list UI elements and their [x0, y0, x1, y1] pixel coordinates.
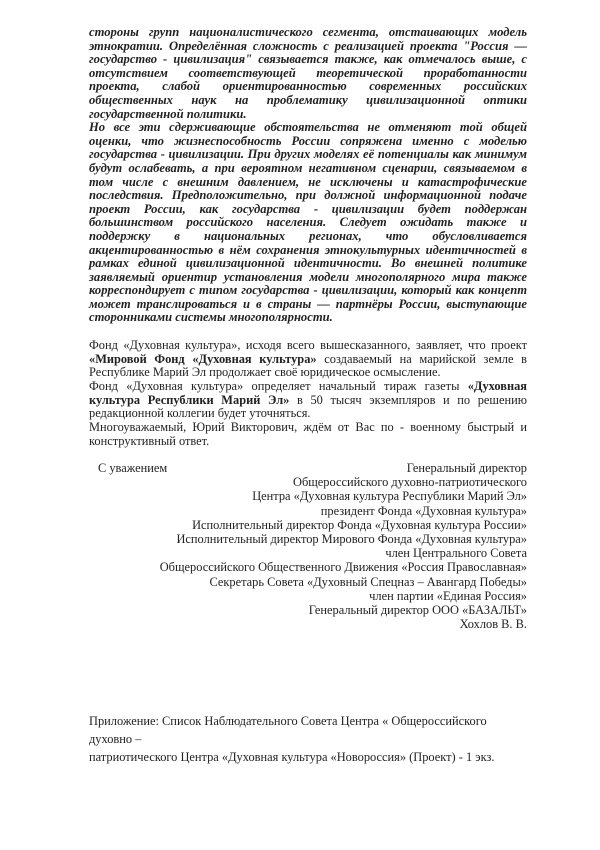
analysis-section — [89, 26, 527, 325]
signature-line: Генеральный директор ООО «БАЗАЛЬТ» — [308, 603, 527, 618]
statement-paragraph-project — [89, 339, 527, 380]
appendix-note — [89, 712, 527, 766]
request-text: Многоуважаемый, Юрий Викторович, ждём от Вас по - военному быстрый и конструктивный ответ. — [89, 420, 527, 448]
statement-paragraph-newspaper — [89, 380, 527, 421]
statement-text: создаваемый на марийской земле в Республике Марий Эл продолжает своё юридическое осмысление. — [89, 351, 528, 380]
newspaper-name: «Духовная культура Республики Марий Эл» — [89, 379, 527, 407]
signature-line: член партии «Единая Россия» — [369, 588, 527, 603]
statement-paragraph-request — [89, 421, 527, 448]
signature-line: Секретарь Совета «Духовный Спецназ – Авангард Победы» — [209, 574, 527, 589]
signature-line: Исполнительный директор Мирового Фонда «Духовная культура» — [176, 532, 527, 547]
analysis-paragraph-2: Но все эти сдерживающие обстоятельства не отменяют той общей оценки, что жизнеспособность России сопряжена именно с моделью государства - цивилизации. При других моделях её потенциалы как минимум будут ослабевать, а при вероятном негативном сценарии, связываемом в том числе с внешним давлением, не исключены и катастрофические последствия. Предположительно, при должной информационной подаче проект России, как государства - цивилизации будет поддержан большинством российского населения. Следует ожидать также и поддержку в национальных регионах, что обусловливается акцентированностью в нём сохранения этнокультурных идентичностей в рамках единой цивилизационной идентичности. Во внешней политике заявляемый ориентир установления модели многополярного мира также корреспондирует с типом государства - цивилизации, который как концепт может транслироваться и в страны — партнёры России, выступающие сторонниками системы многополярности. — [89, 120, 527, 325]
signature-line: Общероссийского Общественного Движения «Россия Православная» — [159, 560, 527, 575]
signature-line: Генеральный директор — [406, 461, 527, 475]
signature-line: Исполнительный директор Фонда «Духовная культура России» — [192, 517, 527, 532]
statement-text: в 50 тысяч экземпляров и по решению редакционной коллегии будет уточняться. — [89, 392, 527, 421]
signature-line: Общероссийского духовно-патриотического — [293, 475, 527, 490]
signature-block — [127, 461, 527, 631]
statement-text: Фонд «Духовная культура» определяет начальный тираж газеты — [89, 379, 468, 393]
closing-regards: С уважением — [98, 461, 168, 475]
appendix-line: Приложение: Список Наблюдательного Совета Центра « Общероссийского духовно – — [89, 714, 487, 746]
project-name: «Мировой Фонд «Духовная культура» — [89, 351, 317, 366]
signature-line: член Центрального Совета — [385, 546, 527, 561]
appendix-line: патриотического Центра «Духовная культура «Новороссия» (Проект) - 1 экз. — [89, 750, 495, 764]
analysis-paragraph-1: стороны групп националистического сегмента, отстаивающих модель этнократии. Определённая сложность с реализацией проекта "Россия — государство - цивилизация" связывается также, как отмечалось выше, с отсутствием соответствующей теоретической проработанности проекта, слабой ориентированностью современных российских общественных наук на проблематику цивилизационной оптики государственной политики. — [89, 25, 527, 121]
signer-name: Хохлов В. В. — [459, 617, 527, 632]
signature-line: Центра «Духовная культура Республики Марий Эл» — [252, 489, 527, 504]
statement-text: Фонд «Духовная культура», исходя всего вышесказанного, заявляет, что проект — [89, 338, 527, 352]
signature-line: президент Фонда «Духовная культура» — [320, 503, 527, 518]
